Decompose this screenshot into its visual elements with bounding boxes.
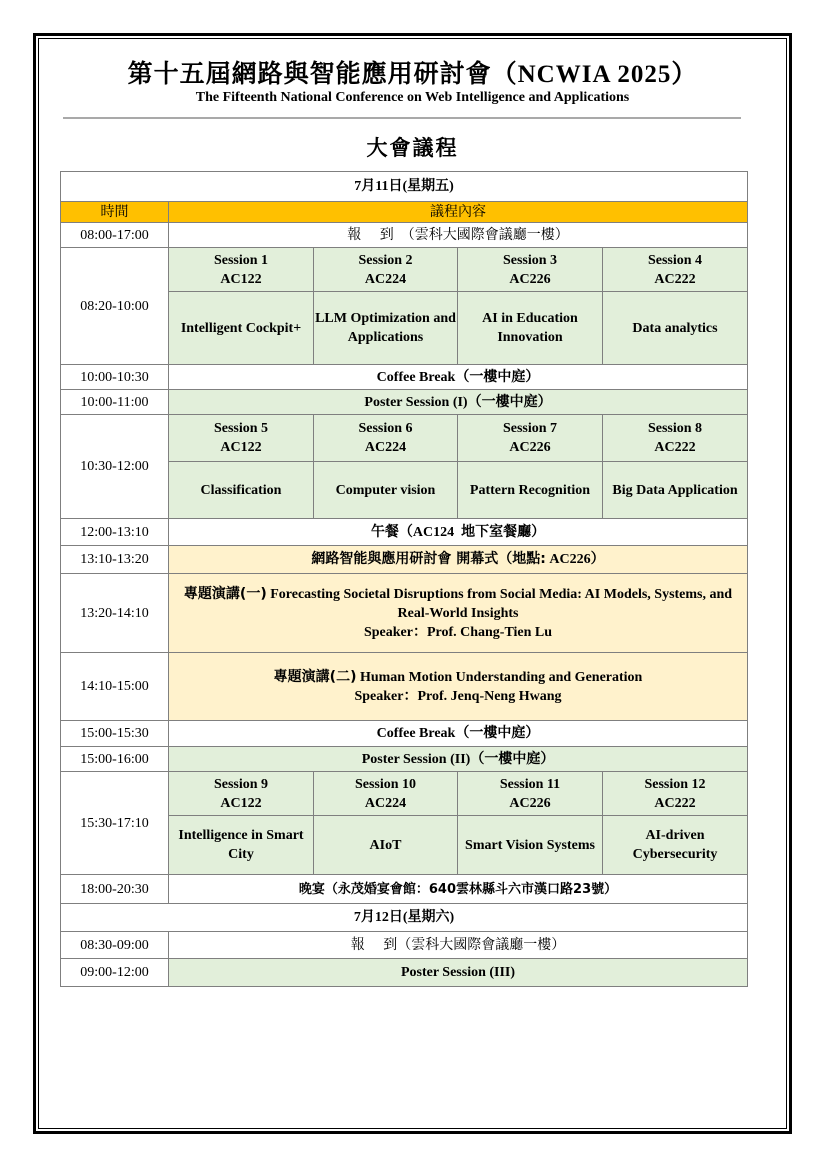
session-name: Session 5 [213, 421, 269, 436]
time-cell: 08:00-17:00 [61, 223, 169, 248]
poster-session-cell [169, 747, 748, 772]
session-topic: Intelligence in Smart City [169, 816, 314, 875]
session-header-cell [603, 415, 748, 462]
opening-ceremony-cell [169, 546, 748, 574]
conference-title-en: The Fifteenth National Conference on Web Intelligence and Applications [195, 90, 630, 105]
title-paren-open: （ [491, 59, 518, 88]
keynote-speaker-label: Speaker： [354, 688, 418, 704]
poster-session-text: Poster Session (II) [361, 751, 471, 767]
day1-date [61, 172, 748, 202]
coffee-break-location: （一樓中庭） [455, 725, 540, 741]
session-header-cell [169, 248, 314, 292]
divider [63, 117, 741, 119]
keynote-label: 專題演講(二) [273, 668, 357, 685]
session-topic: Classification [169, 462, 314, 519]
day2-date-text: 7月12日(星期六) [353, 910, 455, 925]
session-name: Session 7 [502, 421, 558, 436]
session-header-cell [603, 248, 748, 292]
poster-session-cell [169, 390, 748, 415]
session-header-cell [458, 415, 603, 462]
session-room: AC122 [220, 795, 262, 811]
session-topic: Computer vision [314, 462, 458, 519]
lunch-prefix: 午餐（ [370, 523, 413, 540]
keynote-speaker: Prof. Chang-Tien Lu [426, 624, 553, 640]
lunch-location: 地下室餐廳） [461, 523, 546, 540]
session-room: AC122 [220, 440, 262, 455]
agenda-table [60, 171, 748, 987]
opening-room: AC226 [549, 552, 591, 567]
time-cell: 15:00-15:30 [61, 721, 169, 747]
keynote-cell [169, 574, 748, 653]
opening-close: ） [590, 551, 605, 567]
session-topic: Big Data Application [603, 462, 748, 519]
time-cell: 13:10-13:20 [61, 546, 169, 574]
poster-session-text: Poster Session (I) [364, 394, 468, 410]
coffee-break-text: Coffee Break [376, 726, 456, 741]
session-name: Session 10 [354, 776, 417, 792]
session-name: Session 2 [358, 252, 413, 268]
session-name: Session 12 [644, 776, 706, 792]
time-cell: 10:00-11:00 [61, 390, 169, 415]
column-header-time: 時間 [61, 202, 169, 223]
session-name: Session 6 [358, 421, 413, 436]
session-header-cell [169, 772, 314, 816]
session-topic: LLM Optimization and Applications [314, 292, 458, 365]
session-room: AC224 [364, 440, 407, 455]
keynote-title: Forecasting Societal Disruptions from Social Media: AI Models, Systems, and Real-World Insights [270, 586, 733, 621]
day1-date-text: 7月11日(星期五) [354, 179, 454, 194]
poster-session-location: （一樓中庭） [467, 393, 552, 410]
session-topic: Data analytics [603, 292, 748, 365]
time-cell: 12:00-13:10 [61, 519, 169, 546]
session-room: AC224 [364, 271, 407, 287]
session-name: Session 4 [647, 252, 703, 268]
session-topic: AI-driven Cybersecurity [603, 816, 748, 875]
session-header-cell [603, 772, 748, 816]
time-cell: 08:20-10:00 [61, 248, 169, 365]
opening-text: 網路智能與應用研討會 開幕式（地點: [311, 551, 546, 567]
poster-session-cell: Poster Session (III) [169, 959, 748, 987]
time-cell: 10:00-10:30 [61, 365, 169, 390]
session-room: AC222 [654, 795, 696, 811]
agenda-title: 大會議程 [366, 136, 459, 160]
conference-code: NCWIA 2025 [517, 61, 672, 88]
registration-cell: 報 到 （雲科大國際會議廳一樓） [169, 223, 748, 248]
session-room: AC224 [364, 795, 407, 811]
coffee-break-location: （一樓中庭） [455, 368, 540, 385]
session-room: AC226 [509, 440, 551, 455]
session-header-cell [458, 772, 603, 816]
banquet-cell: 晚宴（永茂婚宴會館：640雲林縣斗六市漢口路23號） [169, 875, 748, 904]
time-cell: 10:30-12:00 [61, 415, 169, 519]
time-cell: 09:00-12:00 [61, 959, 169, 987]
column-header-content: 議程內容 [169, 202, 748, 223]
time-cell: 15:30-17:10 [61, 772, 169, 875]
session-header-cell [458, 248, 603, 292]
time-cell: 18:00-20:30 [61, 875, 169, 904]
coffee-break-cell [169, 365, 748, 390]
session-room: AC222 [654, 440, 696, 455]
session-room: AC122 [220, 271, 262, 287]
session-topic: AI in Education Innovation [458, 292, 603, 365]
coffee-break-cell [169, 721, 748, 747]
session-header-cell [314, 415, 458, 462]
conference-title-zh: 第十五屆網路與智能應用研討會 [127, 59, 492, 88]
session-name: Session 3 [502, 252, 558, 268]
keynote-cell [169, 653, 748, 721]
conference-title [38, 54, 787, 90]
keynote-speaker: Prof. Jenq-Neng Hwang [417, 688, 562, 704]
time-cell: 08:30-09:00 [61, 932, 169, 959]
lunch-room: AC124 [412, 524, 455, 540]
session-name: Session 9 [213, 776, 269, 792]
lunch-cell [169, 519, 748, 546]
session-name: Session 8 [647, 421, 703, 436]
keynote-speaker-label: Speaker： [363, 624, 427, 640]
session-header-cell [314, 248, 458, 292]
time-cell: 13:20-14:10 [61, 574, 169, 653]
session-room: AC222 [654, 271, 696, 287]
session-topic: Smart Vision Systems [458, 816, 603, 875]
session-name: Session 11 [499, 776, 561, 792]
session-room: AC226 [509, 271, 551, 287]
registration-cell: 報 到（雲科大國際會議廳一樓） [169, 932, 748, 959]
session-room: AC226 [509, 795, 551, 811]
session-header-cell [169, 415, 314, 462]
keynote-title: Human Motion Understanding and Generation [359, 669, 643, 685]
poster-session-location: （一樓中庭） [470, 750, 555, 767]
session-topic: Intelligent Cockpit+ [169, 292, 314, 365]
session-topic: Pattern Recognition [458, 462, 603, 519]
time-cell: 15:00-16:00 [61, 747, 169, 772]
day2-date [61, 904, 748, 932]
session-name: Session 1 [213, 252, 269, 268]
time-cell: 14:10-15:00 [61, 653, 169, 721]
title-paren-close: ） [671, 59, 698, 88]
session-topic: AIoT [314, 816, 458, 875]
coffee-break-text: Coffee Break [376, 369, 456, 385]
session-header-cell [314, 772, 458, 816]
keynote-label: 專題演講(一) [183, 585, 267, 602]
